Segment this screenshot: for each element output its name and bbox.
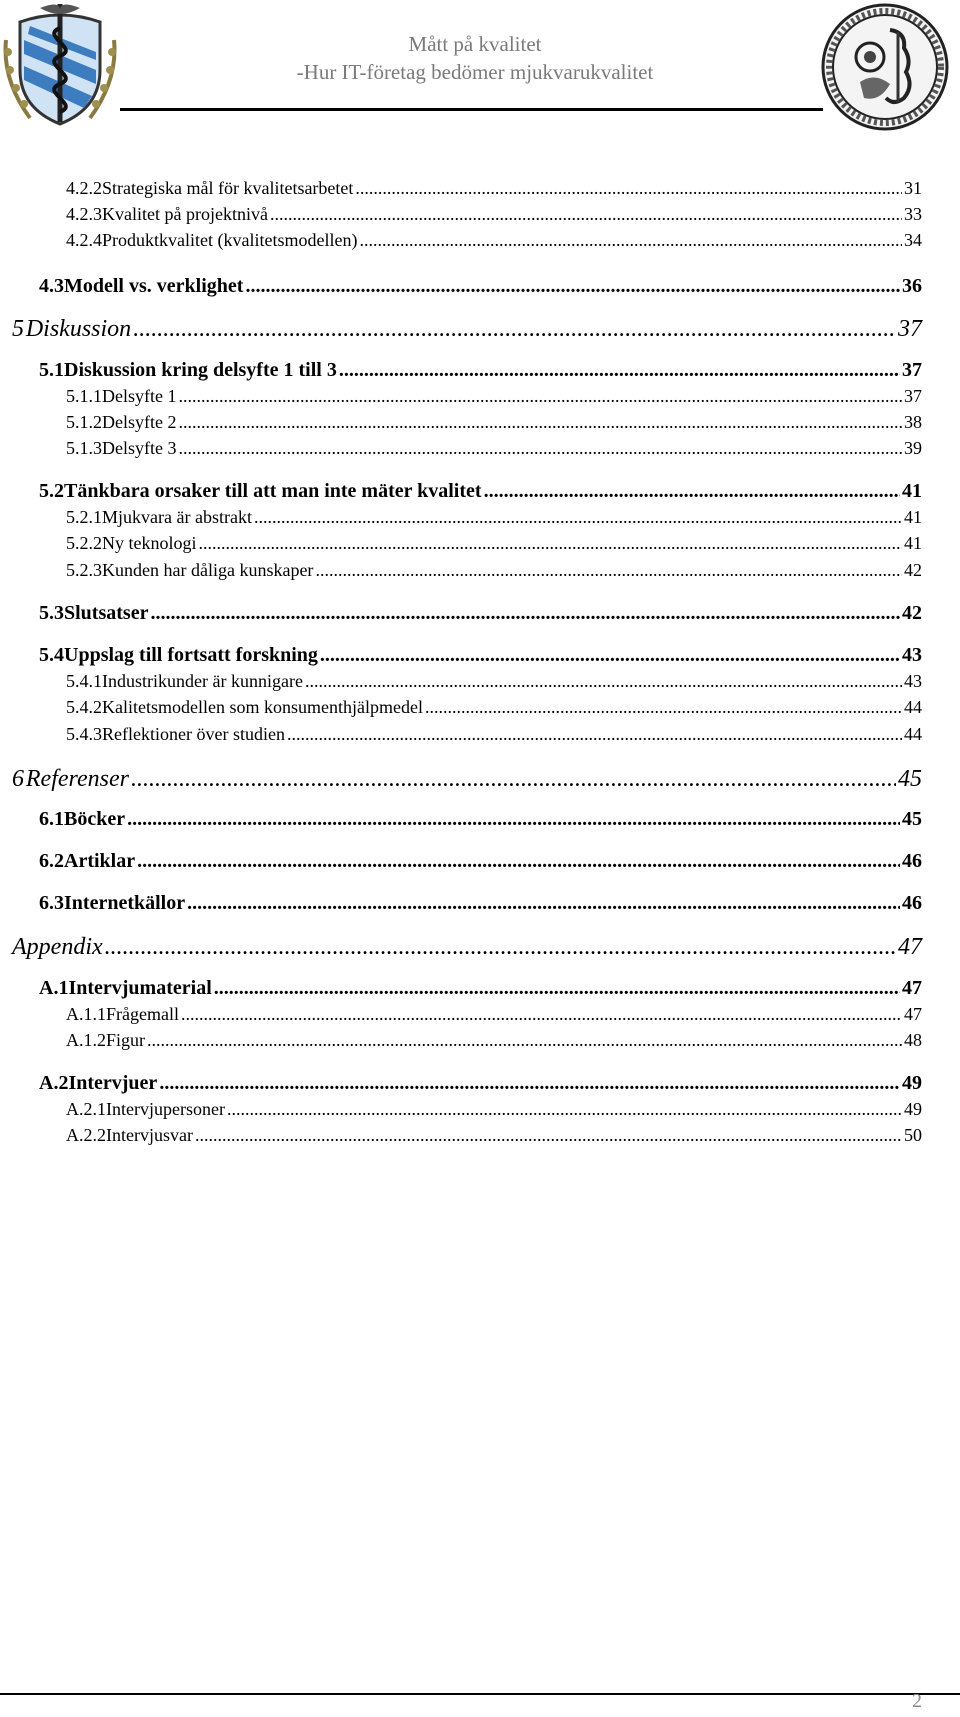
toc-entry-title: Diskussion (25, 316, 132, 342)
toc-entry-page: 47 (898, 934, 922, 960)
university-seal-icon (820, 2, 950, 132)
header-rule (120, 108, 823, 111)
toc-entry-number: 5.1.1 (66, 386, 102, 406)
footer-rule (0, 1693, 960, 1695)
toc-entry[interactable] (39, 359, 922, 382)
toc-entry-page: 39 (904, 438, 922, 458)
toc-entry-page: 48 (904, 1030, 922, 1050)
toc-entry[interactable] (66, 697, 922, 718)
toc-dot-leader (131, 766, 896, 793)
toc-entry-page: 50 (904, 1125, 922, 1145)
toc-entry-page: 44 (904, 697, 922, 717)
toc-entry-title: Intervjumaterial (68, 977, 212, 999)
toc-dot-leader (484, 480, 900, 503)
toc-entry[interactable] (39, 602, 922, 625)
toc-entry-page: 37 (898, 316, 922, 342)
toc-entry[interactable] (66, 1099, 922, 1120)
toc-entry[interactable] (39, 480, 922, 503)
toc-entry-title: Delsyfte 2 (102, 412, 177, 432)
toc-dot-leader (245, 275, 900, 298)
toc-entry-number: 6 (12, 766, 24, 792)
toc-entry-page: 37 (902, 359, 922, 381)
toc-entry[interactable] (39, 977, 922, 1000)
toc-entry-title: Intervjupersoner (106, 1099, 225, 1119)
toc-entry-page: 41 (904, 507, 922, 527)
toc-dot-leader (178, 412, 902, 433)
toc-dot-leader (147, 1030, 902, 1051)
header-title-line1: Mått på kvalitet (408, 32, 542, 56)
toc-entry-title: Delsyfte 3 (102, 438, 177, 458)
toc-dot-leader (187, 892, 900, 915)
toc-entry-number: A.2 (39, 1072, 69, 1094)
toc-entry-title: Figur (106, 1030, 146, 1050)
toc-entry-page: 45 (902, 808, 922, 830)
toc-entry-number: 4.3 (39, 275, 64, 297)
toc-dot-leader (127, 808, 900, 831)
toc-entry-number: 5.2.3 (66, 560, 102, 580)
toc-entry-number: 5.1.2 (66, 412, 102, 432)
toc-entry-title: Mjukvara är abstrakt (102, 507, 252, 527)
toc-entry[interactable] (39, 275, 922, 298)
toc-entry-page: 34 (904, 230, 922, 250)
toc-entry-number: A.1.2 (66, 1030, 106, 1050)
toc-entry-title: Reflektioner över studien (102, 724, 285, 744)
toc-dot-leader (270, 204, 902, 225)
toc-entry-title: Slutsatser (64, 602, 149, 624)
toc-dot-leader (199, 533, 903, 554)
toc-entry-number: 5.4.2 (66, 697, 102, 717)
caduceus-shield-icon (0, 0, 120, 132)
toc-entry-title: Referenser (25, 766, 129, 792)
toc-entry-page: 41 (904, 533, 922, 553)
toc-dot-leader (181, 1004, 902, 1025)
toc-dot-leader (105, 934, 896, 961)
toc-entry-page: 41 (902, 480, 922, 502)
toc-dot-leader (195, 1125, 902, 1146)
toc-dot-leader (178, 386, 902, 407)
toc-entry-page: 33 (904, 204, 922, 224)
toc-entry-number: 6.3 (39, 892, 64, 914)
toc-entry-title: Kvalitet på projektnivå (102, 204, 268, 224)
toc-entry-page: 36 (902, 275, 922, 297)
toc-dot-leader (178, 438, 902, 459)
toc-dot-leader (305, 671, 902, 692)
toc-dot-leader (254, 507, 902, 528)
toc-entry-number: 5.1.3 (66, 438, 102, 458)
toc-entry[interactable] (66, 507, 922, 528)
toc-entry-number: 4.2.3 (66, 204, 102, 224)
toc-entry-page: 37 (904, 386, 922, 406)
toc-entry-number: A.1 (39, 977, 69, 999)
toc-dot-leader (133, 316, 896, 343)
toc-entry[interactable] (66, 412, 922, 433)
toc-dot-leader (359, 230, 902, 251)
toc-entry-page: 47 (902, 977, 922, 999)
toc-entry[interactable] (39, 808, 922, 831)
toc-entry[interactable] (39, 892, 922, 915)
toc-entry-page: 46 (902, 892, 922, 914)
toc-entry-page: 46 (902, 850, 922, 872)
toc-entry-page: 49 (904, 1099, 922, 1119)
toc-dot-leader (425, 697, 902, 718)
toc-entry[interactable] (39, 644, 922, 667)
toc-dot-leader (137, 850, 900, 873)
toc-entry-page: 43 (904, 671, 922, 691)
toc-entry[interactable] (12, 934, 922, 961)
toc-entry-title: Diskussion kring delsyfte 1 till 3 (64, 359, 337, 381)
toc-dot-leader (320, 644, 900, 667)
toc-entry[interactable] (66, 386, 922, 407)
footer-page-number: 2 (912, 1690, 922, 1712)
toc-entry-title: Böcker (64, 808, 126, 830)
toc-entry[interactable] (66, 560, 922, 581)
toc-entry-title: Delsyfte 1 (102, 386, 177, 406)
page-header (0, 0, 960, 140)
toc-dot-leader (355, 178, 902, 199)
toc-entry-page: 45 (898, 766, 922, 792)
toc-entry[interactable] (66, 1125, 922, 1146)
toc-entry-number: 5.3 (39, 602, 64, 624)
toc-entry[interactable] (66, 178, 922, 199)
header-title (260, 30, 690, 86)
toc-entry-number: 5 (12, 316, 24, 342)
toc-entry-page: 38 (904, 412, 922, 432)
toc-entry-title: Artiklar (64, 850, 136, 872)
toc-entry-page: 47 (904, 1004, 922, 1024)
toc-entry-number: A.1.1 (66, 1004, 106, 1024)
toc-entry-title: Kunden har dåliga kunskaper (102, 560, 314, 580)
toc-entry-title: Modell vs. verklighet (64, 275, 244, 297)
toc-entry-title: Intervjusvar (106, 1125, 193, 1145)
toc-entry-number: 5.2 (39, 480, 64, 502)
toc-entry-title: Frågemall (106, 1004, 179, 1024)
toc-entry-title: Strategiska mål för kvalitetsarbetet (102, 178, 354, 198)
toc-entry-number: 5.4 (39, 644, 64, 666)
toc-entry-number: 5.4.3 (66, 724, 102, 744)
toc-entry-title: Produktkvalitet (kvalitetsmodellen) (102, 230, 358, 250)
toc-entry-number: A.2.1 (66, 1099, 106, 1119)
toc-entry[interactable] (66, 230, 922, 251)
toc-entry-number: 5.2.1 (66, 507, 102, 527)
toc-dot-leader (227, 1099, 902, 1120)
toc-entry-number: 4.2.2 (66, 178, 102, 198)
toc-dot-leader (214, 977, 900, 1000)
toc-entry-title: Tänkbara orsaker till att man inte mäter kvalitet (64, 480, 482, 502)
toc-entry[interactable] (66, 671, 922, 692)
toc-entry[interactable] (66, 533, 922, 554)
toc-dot-leader (150, 602, 900, 625)
toc-entry-number: 5.2.2 (66, 533, 102, 553)
toc-entry-page: 42 (904, 560, 922, 580)
toc-entry[interactable] (12, 766, 922, 793)
toc-entry-title: Industrikunder är kunnigare (102, 671, 303, 691)
toc-entry[interactable] (39, 1072, 922, 1095)
toc-entry-page: 49 (902, 1072, 922, 1094)
toc-entry-title: Kalitetsmodellen som konsumenthjälpmedel (102, 697, 423, 717)
toc-entry-page: 44 (904, 724, 922, 744)
toc-entry-title: Ny teknologi (102, 533, 197, 553)
toc-dot-leader (287, 724, 902, 745)
toc-dot-leader (159, 1072, 900, 1095)
toc-entry[interactable] (12, 316, 922, 343)
toc-entry[interactable] (66, 1004, 922, 1025)
toc-entry-page: 42 (902, 602, 922, 624)
toc-entry[interactable] (66, 204, 922, 225)
toc-entry-title: Intervjuer (68, 1072, 158, 1094)
toc-entry-number: 6.1 (39, 808, 64, 830)
toc-dot-leader (315, 560, 902, 581)
toc-entry-title: Internetkällor (64, 892, 186, 914)
toc-entry-number: 5.4.1 (66, 671, 102, 691)
toc-dot-leader (339, 359, 900, 382)
header-title-line2: -Hur IT-företag bedömer mjukvarukvalitet (296, 60, 654, 84)
toc-entry[interactable] (66, 438, 922, 459)
toc-entry-page: 31 (904, 178, 922, 198)
toc-entry-number: 4.2.4 (66, 230, 102, 250)
toc-entry-number: A.2.2 (66, 1125, 106, 1145)
toc-entry[interactable] (66, 1030, 922, 1051)
toc-entry-number: 5.1 (39, 359, 64, 381)
toc-entry-page: 43 (902, 644, 922, 666)
toc-entry[interactable] (39, 850, 922, 873)
toc-entry-title: Appendix (12, 934, 103, 960)
toc-entry-title: Uppslag till fortsatt forskning (64, 644, 318, 666)
toc-entry[interactable] (66, 724, 922, 745)
toc-entry-number: 6.2 (39, 850, 64, 872)
